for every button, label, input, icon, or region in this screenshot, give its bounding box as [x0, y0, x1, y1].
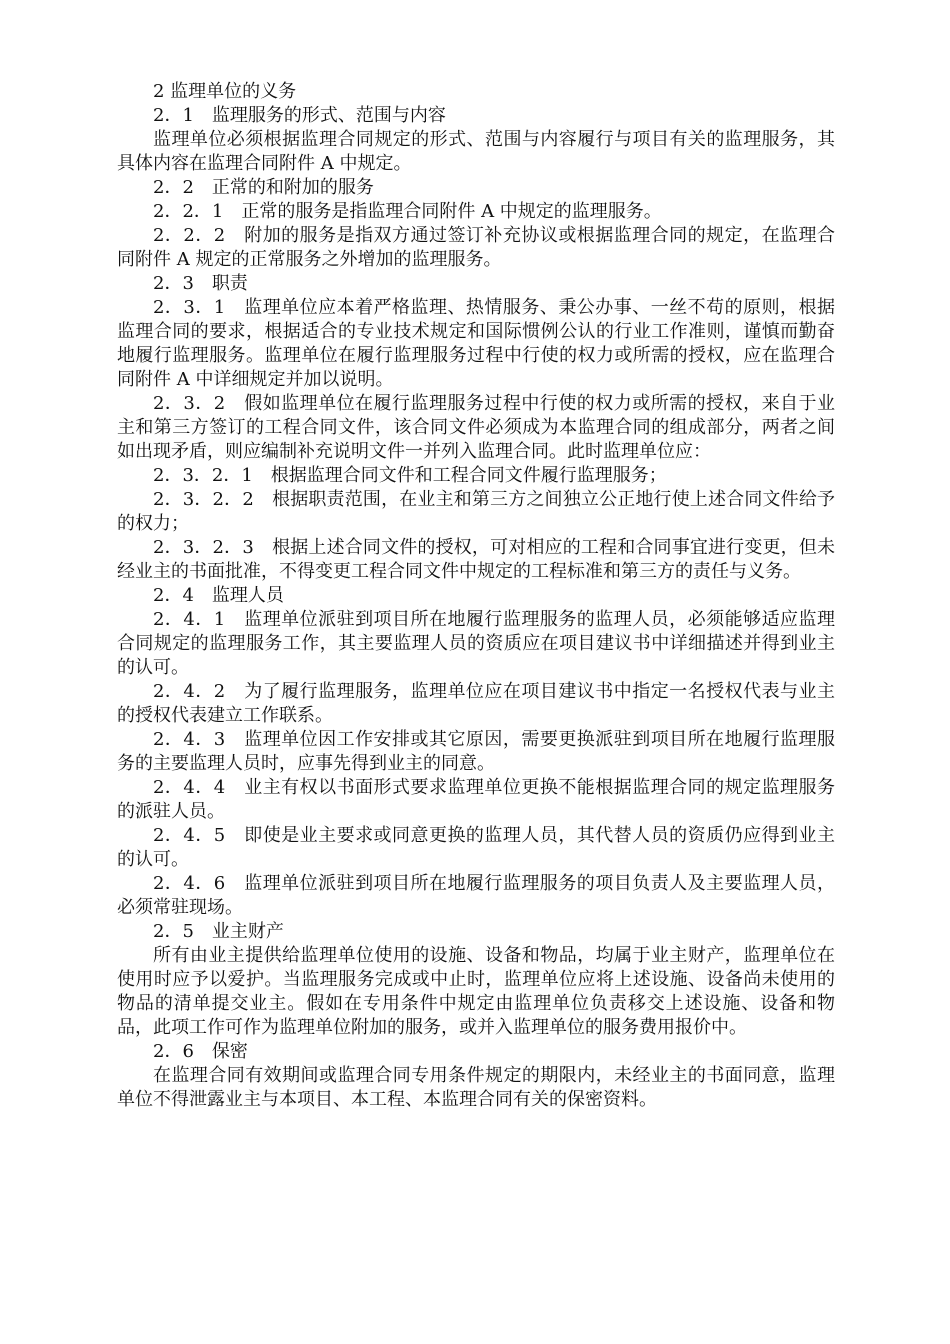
clause-paragraph: 2．4．3 监理单位因工作安排或其它原因，需要更换派驻到项目所在地履行监理服务的主要监理人员时，应事先得到业主的同意。 — [117, 729, 835, 774]
subsection-heading: 2．6 保密 — [153, 1041, 248, 1062]
section-heading: 2 监理单位的义务 — [153, 81, 297, 102]
clause-paragraph: 2．2．2 附加的服务是指双方通过签订补充协议或根据监理合同的规定，在监理合同附件 A 规定的正常服务之外增加的监理服务。 — [117, 225, 835, 270]
clause-paragraph: 2．4．2 为了履行监理服务，监理单位应在项目建议书中指定一名授权代表与业主的授权代表建立工作联系。 — [117, 681, 835, 726]
clause-paragraph: 2．4．6 监理单位派驻到项目所在地履行监理服务的项目负责人及主要监理人员，必须常驻现场。 — [117, 873, 835, 918]
body-paragraph: 监理单位必须根据监理合同规定的形式、范围与内容履行与项目有关的监理服务，其具体内容在监理合同附件 A 中规定。 — [117, 129, 835, 174]
subsection-heading: 2．3 职责 — [153, 273, 248, 294]
clause-paragraph: 2．3．2 假如监理单位在履行监理服务过程中行使的权力或所需的授权，来自于业主和第三方签订的工程合同文件，该合同文件必须成为本监理合同的组成部分，两者之间如出现矛盾，则应编制补充说明文件一并列入监理合同。此时监理单位应： — [117, 393, 835, 462]
subsection-heading: 2．1 监理服务的形式、范围与内容 — [153, 105, 446, 126]
clause-paragraph: 2．3．2．1 根据监理合同文件和工程合同文件履行监理服务； — [153, 465, 667, 486]
clause-paragraph: 2．3．2．2 根据职责范围，在业主和第三方之间独立公正地行使上述合同文件给予的权力； — [117, 489, 835, 534]
subsection-heading: 2．2 正常的和附加的服务 — [153, 177, 374, 198]
document-body — [117, 80, 835, 1112]
body-paragraph: 所有由业主提供给监理单位使用的设施、设备和物品，均属于业主财产，监理单位在使用时应予以爱护。当监理服务完成或中止时，监理单位应将上述设施、设备尚未使用的物品的清单提交业主。假如在专用条件中规定由监理单位负责移交上述设施、设备和物品，此项工作可作为监理单位附加的服务，或并入监理单位的服务费用报价中。 — [117, 945, 835, 1038]
subsection-heading: 2．5 业主财产 — [153, 921, 284, 942]
clause-paragraph: 2．4．1 监理单位派驻到项目所在地履行监理服务的监理人员，必须能够适应监理合同规定的监理服务工作，其主要监理人员的资质应在项目建议书中详细描述并得到业主的认可。 — [117, 609, 835, 678]
clause-paragraph: 2．4．5 即使是业主要求或同意更换的监理人员，其代替人员的资质仍应得到业主的认可。 — [117, 825, 835, 870]
clause-paragraph: 2．3．2．3 根据上述合同文件的授权，可对相应的工程和合同事宜进行变更，但未经业主的书面批准，不得变更工程合同文件中规定的工程标准和第三方的责任与义务。 — [117, 537, 835, 582]
subsection-heading: 2．4 监理人员 — [153, 585, 284, 606]
clause-paragraph: 2．3．1 监理单位应本着严格监理、热情服务、秉公办事、一丝不苟的原则，根据监理合同的要求，根据适合的专业技术规定和国际惯例公认的行业工作准则，谨慎而勤奋地履行监理服务。监理单位在履行监理服务过程中行使的权力或所需的授权，应在监理合同附件 A 中详细规定并加以说明。 — [117, 297, 835, 390]
body-paragraph: 在监理合同有效期间或监理合同专用条件规定的期限内，未经业主的书面同意，监理单位不得泄露业主与本项目、本工程、本监理合同有关的保密资料。 — [117, 1065, 835, 1110]
clause-paragraph: 2．4．4 业主有权以书面形式要求监理单位更换不能根据监理合同的规定监理服务的派驻人员。 — [117, 777, 835, 822]
clause-paragraph: 2．2．1 正常的服务是指监理合同附件 A 中规定的监理服务。 — [153, 201, 662, 222]
